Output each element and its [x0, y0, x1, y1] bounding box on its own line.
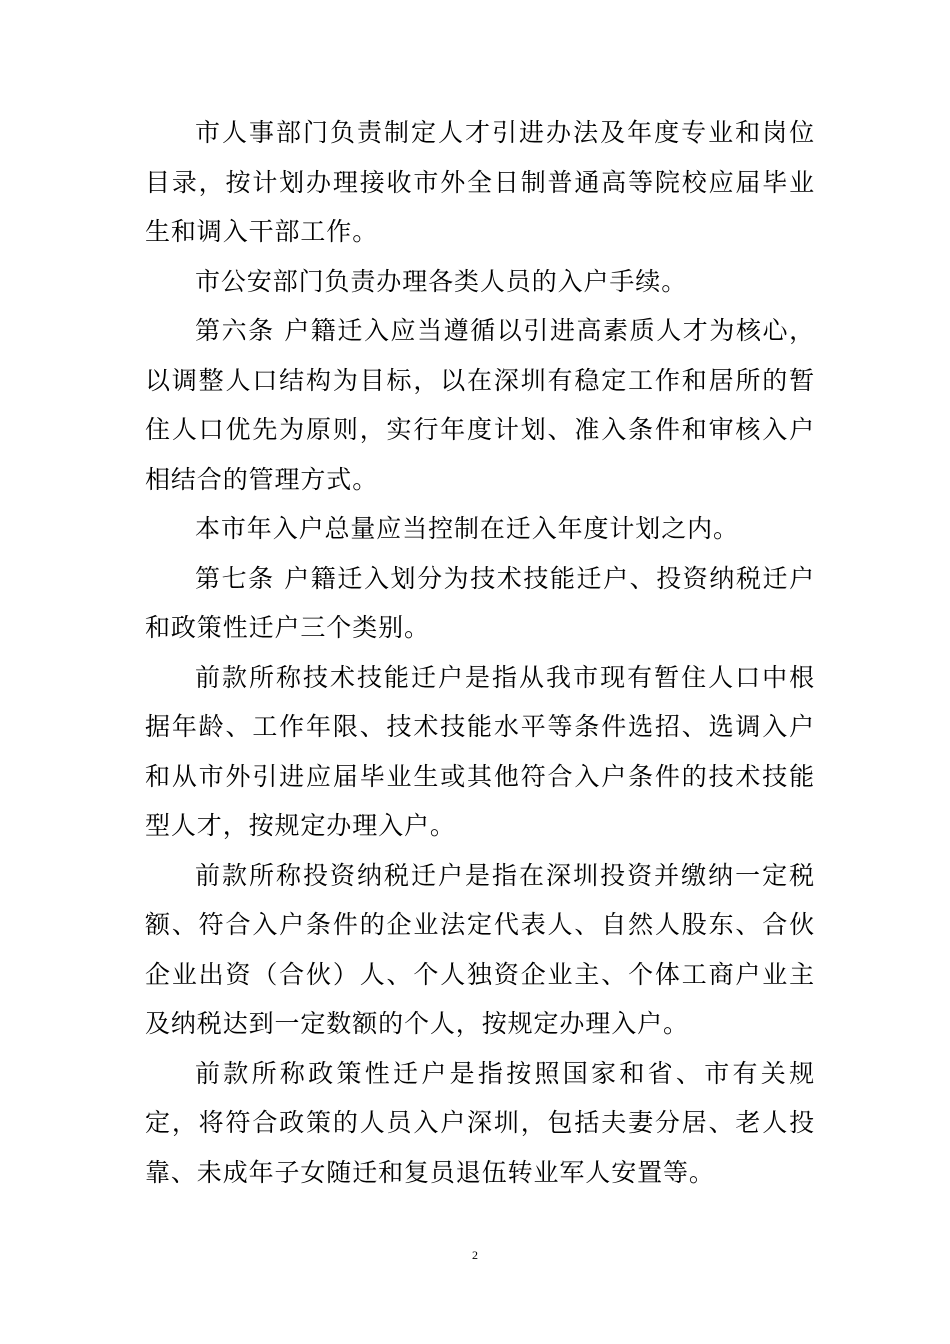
paragraph-public-security-department: 市公安部门负责办理各类人员的入户手续。 — [195, 266, 688, 296]
paragraph-article-7: 第七条 户籍迁入划分为技术技能迁户、投资纳税迁户和政策性迁户三个类别。 — [145, 563, 815, 642]
paragraph-personnel-department: 市人事部门负责制定人才引进办法及年度专业和岗位目录，按计划办理接收市外全日制普通高等院校应届毕业生和调入干部工作。 — [145, 118, 815, 246]
paragraph-investment-tax-migration: 前款所称投资纳税迁户是指在深圳投资并缴纳一定税额、符合入户条件的企业法定代表人、自然人股东、合伙企业出资（合伙）人、个人独资企业主、个体工商户业主及纳税达到一定数额的个人，按规定办理入户。 — [145, 860, 815, 1038]
paragraph-skill-migration: 前款所称技术技能迁户是指从我市现有暂住人口中根据年龄、工作年限、技术技能水平等条件选招、选调入户和从市外引进应届毕业生或其他符合入户条件的技术技能型人才，按规定办理入户。 — [145, 662, 815, 840]
paragraph-article-6: 第六条 户籍迁入应当遵循以引进高素质人才为核心，以调整人口结构为目标，以在深圳有稳定工作和居所的暂住人口优先为原则，实行年度计划、准入条件和审核入户相结合的管理方式。 — [145, 316, 815, 494]
paragraph-annual-quota: 本市年入户总量应当控制在迁入年度计划之内。 — [195, 514, 739, 543]
paragraph-policy-migration: 前款所称政策性迁户是指按照国家和省、市有关规定，将符合政策的人员入户深圳，包括夫妻分居、老人投靠、未成年子女随迁和复员退伍转业军人安置等。 — [145, 1058, 815, 1187]
page-number: 2 — [472, 1248, 478, 1262]
body-text — [145, 108, 815, 1197]
